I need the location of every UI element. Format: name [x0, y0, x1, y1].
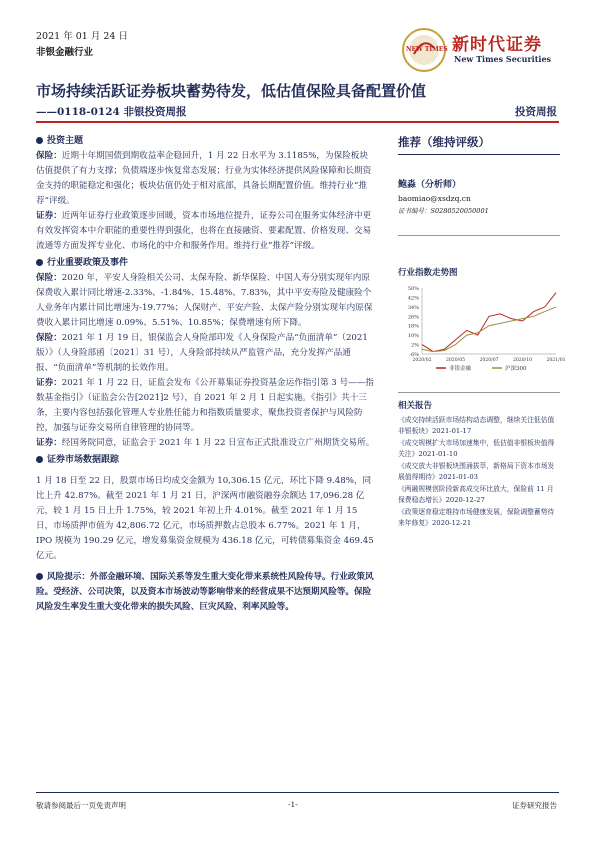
paragraph: 保险：近期十年期国债到期收益率企稳回升，1 月 22 日水平为 3.1185%，为保险板块估值提供了有力支撑；负债端逐步恢复常态发展；行业为实体经济提供风险保障和长期资金支持的职能稳定和强化；板块估值仍处于相对底部，具备长期配置价值。维持行业“推荐”评级。: [36, 151, 372, 206]
footer-divider: [36, 792, 559, 793]
rating-divider: [398, 154, 560, 155]
divider: [398, 392, 560, 393]
header-divider: [36, 121, 559, 123]
report-date: 2021 年 01 月 24 日: [36, 31, 128, 42]
report-subtitle: ——0118-0124 非银投资周报: [36, 106, 187, 118]
footer-label: 证券研究报告: [512, 801, 557, 810]
y-tick-label: 42%: [407, 295, 419, 302]
logo-badge: NEW TIMES: [406, 46, 448, 53]
y-tick-label: 18%: [407, 323, 419, 330]
related-list: [398, 415, 560, 528]
bullet-icon: [36, 456, 43, 463]
sector-label: 非银金融行业: [36, 47, 94, 58]
paragraph: 保险：2020 年，平安人身险相关公司、太保寿险、新华保险、中国人寿分别实现年内原保费收入累计同比增速-2.33%、-1.84%、15.48%、7.83%，其中平安寿险及健康险个人业务年内累计同比增速为-19.77%；人保财产、平安产险、太保产险分别实现年内原保费收入累计同比增速 0.09%、5.51%、10.85%；保费增速有所下降。: [36, 273, 373, 328]
analyst-name: 鲍淼（分析师）: [398, 180, 462, 190]
section-market-data: [36, 453, 376, 564]
section-investment-theme: [36, 134, 376, 254]
y-tick-label: 50%: [407, 286, 419, 292]
company-logo: [400, 26, 560, 74]
trend-chart: [398, 284, 566, 380]
main-content: [36, 134, 376, 615]
section-heading: 投资主题: [47, 136, 84, 146]
related-report-link[interactable]: 《政策逐育稳定维持市场健康发展，保险调整蓄势待来年修复》2020-12-21: [398, 508, 555, 527]
bullet-icon: [36, 259, 43, 266]
y-tick-label: 34%: [407, 304, 419, 311]
x-tick-label: 2021/01: [546, 358, 566, 363]
y-tick-label: 10%: [407, 333, 419, 340]
report-title: 市场持续活跃证券板块蓄势待发，低估值保险具备配置价值: [36, 82, 427, 100]
x-tick-label: 2020/02: [412, 358, 432, 363]
footer-disclaimer: 敬请参阅最后一页免责声明: [36, 801, 126, 810]
series-line-nonbank: [422, 293, 556, 352]
chart-title: 行业指数走势图: [398, 268, 458, 278]
paragraph: 证券：经国务院同意，证监会于 2021 年 1 月 22 日宣布正式批准设立广州期货交易所。: [36, 438, 375, 448]
related-report-link[interactable]: 《成交持续活跃市场结构动态调整，继续关注低估值非银板块》2021-01-17: [398, 416, 555, 435]
x-tick-label: 2020/07: [479, 358, 499, 363]
logo-en: New Times Securities: [454, 54, 552, 64]
x-tick-label: 2020/10: [512, 358, 533, 363]
sidebar: [398, 134, 566, 530]
related-heading: 相关报告: [398, 401, 433, 411]
section-policy-events: [36, 256, 376, 451]
logo-cn: 新时代证券: [452, 35, 542, 55]
legend-label: 沪深300: [505, 366, 527, 372]
page-number: -1-: [288, 800, 298, 809]
analyst-email[interactable]: baomiao@xsdzq.cn: [398, 194, 471, 203]
bullet-icon: [36, 137, 43, 144]
related-report-link[interactable]: 《成交放大非银板块围涌拔萃，新格局下资本市场发展值得期待》2021-01-03: [398, 462, 555, 481]
paragraph: 证券：近两年证券行业政策逐步回暖，资本市场地位提升，证券公司在服务实体经济中更有效发挥资本中介职能的重要性得到强化，也将在直接融资、要素配置、价格发现、交易流通等方面发挥专业化、市场化的中介和服务作用。维持行业“推荐”评级。: [36, 211, 372, 251]
series-line-hs300: [422, 307, 556, 352]
section-heading: 证券市场数据跟踪: [47, 455, 120, 465]
x-tick-label: 2020/05: [445, 358, 466, 363]
report-type: 投资周报: [515, 106, 557, 118]
risk-warning: 风险提示：外部金融环境、国际关系等发生重大变化带来系统性风险传导。行业政策风险。受经济、公司决策，以及资本市场波动等影响带来的经营成果不达预期风险等。保险风险发生率发生重大变化带来的损失风险、巨灾风险、利率风险等。: [36, 572, 374, 612]
y-tick-label: 2%: [411, 342, 419, 349]
paragraph: 证券：2021 年 1 月 22 日，证监会发布《公开募集证券投资基金运作指引第 3 号——指数基金指引》（证监会公告[2021]2 号），自 2021 年 2 月 1 日起实施。《指引》共十三条，主要内容包括强化管理人专业胜任能力和指数质量要求，聚焦投资者保护与风险防控，加强与证券交易所自律管理的协同等。: [36, 378, 374, 433]
y-tick-label: -6%: [409, 352, 419, 358]
related-report-link[interactable]: 《两融规模创阶段新高成交环比放大，保险前 11 月保费稳态增长》2020-12-27: [398, 485, 554, 504]
divider: [398, 235, 560, 236]
related-report-link[interactable]: 《成交规模扩大市场加速集中，低估值非银板块值得关注》2021-01-10: [398, 439, 555, 458]
rating: 推荐（维持评级）: [398, 135, 490, 149]
paragraph: 保险：2021 年 1 月 19 日，银保监会人身险部印发《人身保险产品“负面清单”（2021 版）》（人身险部函〔2021〕31 号），人身险部持续从严监管产品，充分发挥产品通报、“负面清单”等机制的长效作用。: [36, 333, 368, 373]
bullet-icon: [36, 573, 43, 580]
y-tick-label: 26%: [407, 314, 419, 321]
paragraph: 1 月 18 日至 22 日，股票市场日均成交金额为 10,306.15 亿元，环比下降 9.48%，同比上升 42.87%。截至 2021 年 1 月 21 日，沪深两市融资融券余额达 17,096.28 亿元，较 1 月 15 日上升 1.75%，较 2021 年初上升 4.01%。截至 2021 年 1 月 15 日，市场质押市值为 42,806.72 亿元，市场质押数占总股本 6.77%。2021 年 1 月，IPO 规模为 190.29 亿元，增发募集资金规模为 436.18 亿元，可转债募集资金 469.45 亿元。: [36, 476, 374, 561]
legend-label: 非银金融: [449, 366, 472, 372]
section-heading: 行业重要政策及事件: [47, 258, 129, 268]
analyst-cert: 证书编号：S0280520050001: [398, 207, 489, 215]
